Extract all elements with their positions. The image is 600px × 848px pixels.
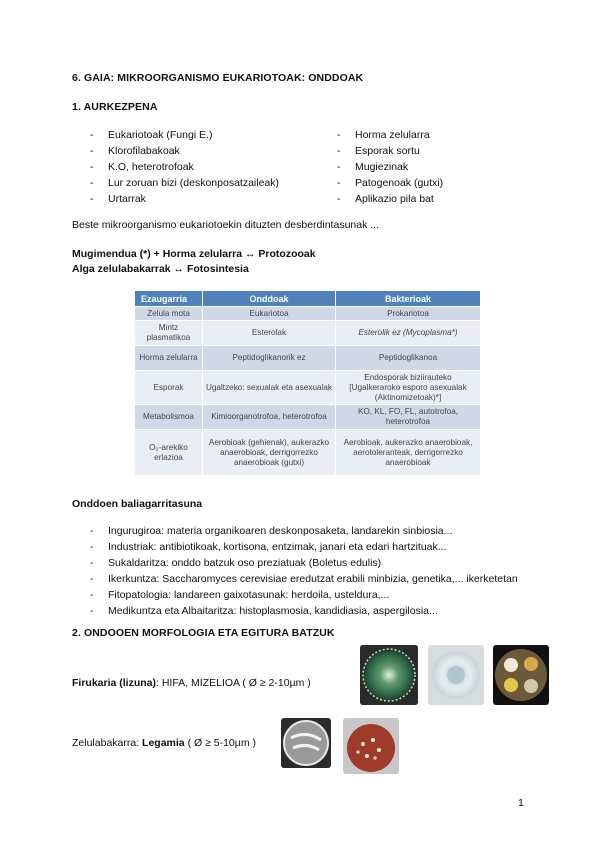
yeast-line	[72, 737, 256, 749]
table-cell: Aerobioak (gehienak), aukerazko anaerobioak, derrigorrezko anaerobioak (gutxi)	[203, 430, 336, 476]
section2-heading: 2. ONDOOEN MORFOLOGIA ETA EGITURA BATZUK	[72, 627, 335, 639]
table-header-row	[135, 291, 481, 307]
filamentous-line	[72, 677, 311, 689]
page-number: 1	[518, 797, 524, 809]
table-cell: Esterolak	[203, 321, 336, 346]
mixed-colonies-photo	[493, 645, 549, 705]
table-cell: Peptidoglikanorik ez	[203, 346, 336, 371]
document-title: 6. GAIA: MIKROORGANISMO EUKARIOTOAK: ONDDOAK	[72, 72, 364, 84]
table-row	[135, 405, 481, 430]
list-item: - Ingurugiroa: materia organikoaren deskonposaketa, landarekin sinbiosia...	[90, 523, 518, 539]
relation-algae: Alga zelulabakarrak ↔ Fotosintesia	[72, 263, 249, 275]
yeast-label: Legamia	[142, 737, 185, 749]
filamentous-label: Firukaria (lizuna)	[72, 677, 157, 689]
table-row	[135, 346, 481, 371]
table-cell: Endosporak biziirauteko [Ugalkeraroko esporo asexualak (Aktinomizetoak)*]	[336, 371, 481, 405]
table-cell: Kimioorganotrofoa, heterotrofoa	[203, 405, 336, 430]
yeast-agar-photo	[343, 718, 399, 774]
yeast-prefix: Zelulabakarra:	[72, 737, 143, 749]
table-row	[135, 321, 481, 346]
table-cell: Ugaltzeko: sexualak eta asexualak	[203, 371, 336, 405]
list-item: - Lur zoruan bizi (deskonposatzaileak)	[90, 175, 279, 191]
intro-text: Beste mikroorganismo eukariotoekin dituzten desberdintasunak ...	[72, 219, 380, 231]
table-cell: Metabolismoa	[135, 405, 203, 430]
mold-colony-photo	[360, 645, 418, 705]
list-item: - Medikuntza eta Albaitaritza: histoplasmosia, kandidiasia, aspergilosia...	[90, 603, 518, 619]
table-header-cell: Ezaugarria	[135, 291, 203, 307]
table-cell: O₂-arekiko erlazioa	[135, 430, 203, 476]
list-item: - Eukariotoak (Fungi E.)	[90, 127, 279, 143]
pale-colony-photo	[428, 645, 484, 705]
list-item: - Patogenoak (gutxi)	[337, 175, 443, 191]
list-item: - Industriak: antibiotikoak, kortisona, entzimak, janari eta edari hartzituak...	[90, 539, 518, 555]
list-item: - Mugiezinak	[337, 159, 443, 175]
table-cell: Mintz plasmatikoa	[135, 321, 203, 346]
usefulness-list	[90, 523, 518, 619]
table-header-cell: Bakterioak	[336, 291, 481, 307]
table-cell: Horma zelularra	[135, 346, 203, 371]
yeast-text: ( Ø ≥ 5-10µm )	[184, 737, 256, 749]
list-item: - Fitopatologia: landareen gaixotasunak: herdoila, usteldura,...	[90, 587, 518, 603]
table-cell: Esterolik ez (Mycoplasma*)	[336, 321, 481, 346]
table-header-cell: Onddoak	[203, 291, 336, 307]
features-list-left	[90, 127, 279, 207]
list-item: - Esporak sortu	[337, 143, 443, 159]
table-cell: KO, KL, FO, FL, autotrofoa, heterotrofoa	[336, 405, 481, 430]
table-cell: Esporak	[135, 371, 203, 405]
list-item: - Horma zelularra	[337, 127, 443, 143]
table-cell: Eukariotoa	[203, 307, 336, 321]
table-cell: Peptidoglikanoa	[336, 346, 481, 371]
table-cell: Prokariotoa	[336, 307, 481, 321]
list-item: - Klorofilabakoak	[90, 143, 279, 159]
list-item: - Sukaldaritza: onddo batzuk oso preziatuak (Boletus edulis)	[90, 555, 518, 571]
table-cell: Zelula mota	[135, 307, 203, 321]
relation-protozoa: Mugimendua (*) + Horma zelularra ↔ Protozooak	[72, 248, 316, 260]
table-row	[135, 430, 481, 476]
usefulness-heading: Onddoen baliagarritasuna	[72, 498, 203, 510]
list-item: - K.O, heterotrofoak	[90, 159, 279, 175]
section1-heading: 1. AURKEZPENA	[72, 101, 158, 113]
filamentous-text: : HIFA, MIZELIOA ( Ø ≥ 2-10µm )	[156, 677, 311, 689]
table-row	[135, 371, 481, 405]
comparison-table	[134, 290, 481, 476]
list-item: - Urtarrak	[90, 191, 279, 207]
table-cell: Aerobioak, aukerazko anaerobioak, aerotoleranteak, derrigorrezko anaerobioak	[336, 430, 481, 476]
list-item: - Ikerkuntza: Saccharomyces cerevisiae eredutzat erabili minbizia, genetika,... ikerketetan	[90, 571, 518, 587]
list-item: - Aplikazio pila bat	[337, 191, 443, 207]
features-list-right	[337, 127, 443, 207]
table-row	[135, 307, 481, 321]
yeast-plate-photo	[281, 718, 331, 768]
